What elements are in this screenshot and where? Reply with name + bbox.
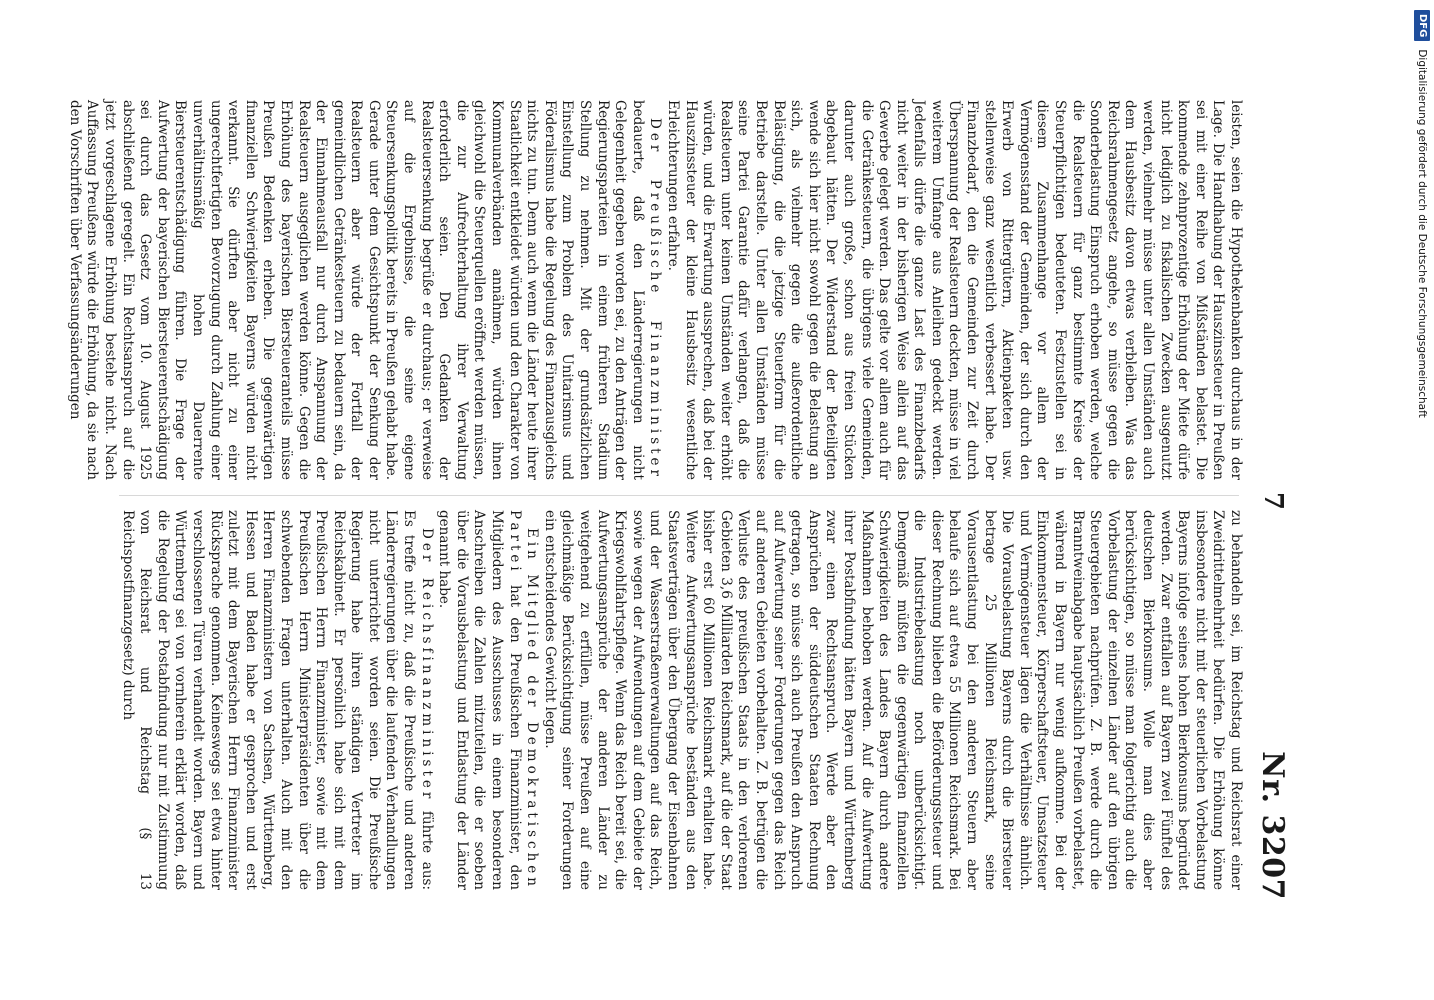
page-number: 7 [1258, 492, 1288, 511]
right-paragraph-3 [118, 510, 435, 890]
left-paragraph-1: leisten, seien die Hypothekenbanken durchaus in der Lage. Die Handhabung der Hauszinssteuer in Preußen sei mit einer Reihe von Mißständen belastet. Die kommende zehnprozentige Erhöhung der Miete dürfe nicht lediglich zu fiskalischen Zwecken ausgenutzt werden, vielmehr müsse unter allen Umständen auch dem Hausbesitz davon etwas verbleiben. Was das Reichsrahmengesetz angehe, so müsse gegen die Sonderbelastung Einspruch erhoben werden, welche die Realsteuern für ganz bestimmte Kreise der Steuerpflichtigen bedeuteten. Festzustellen sei in diesem Zusammenhange vor allem der Vermögensstand der Gemeinden, der sich durch den Erwerb von Rittergütern, Aktienpaketen usw. stellenweise ganz wesentlich verbessert habe. Der Finanzbedarf, den die Gemeinden zur Zeit durch Überspannung der Realsteuern deckten, müsse in viel weiterem Umfange aus Anleihen gedeckt werden. Jedenfalls dürfe die ganze Last des Finanzbedarfs nicht weiter in der bisherigen Weise allein auf das Gewerbe gelegt werden. Das gelte vor allem auch für die Getränkesteuern, die übrigens viele Gemeinden, darunter auch große, schon aus freien Stücken abgebaut hätten. Der Widerstand der Beteiligten wende sich hier nicht sowohl gegen die Belastung an sich, als vielmehr gegen die außerordentliche Belästigung, die die jetzige Steuerform für die Betriebe darstelle. Unter allen Umständen müsse seine Partei Garantie dafür verlangen, daß die Realsteuern unter keinen Umständen weiter erhöht würden, und die Erwartung aussprechen, daß bei der Hauszinssteuer der kleine Hausbesitz wesentliche Erleichterungen erfahre. [665, 100, 1244, 480]
column-divider [119, 495, 1239, 496]
left-paragraph-2 [65, 100, 663, 480]
page-header [1244, 100, 1294, 900]
right-paragraph-3-body: führte aus: Es treffe nicht zu, daß die Preußische und anderen Länderregierungen über die laufenden Verhandlungen nicht unterrichtet worden seien. Die Preußische Regierung habe ihren ständigen Vertreter im Reichskabinett. Er persönlich habe sich mit dem Preußischen Herrn Finanzminister, sowie mit dem Preußischen Herrn Ministerpräsidenten über die schwebenden Fragen unterhalten. Auch mit den Herren Finanzministern von Sachsen, Württemberg, Hessen und Baden habe er gesprochen und erst zuletzt mit dem Bayerischen Herrn Finanzminister Rücksprache genommen. Keineswegs sei etwa hinter verschlossenen Türen verhandelt worden. Bayern und Württemberg sei von vornherein erklärt worden, daß die Regelung der Postabfindung nur mit Zustimmung von Reichsrat und Reichstag (§ 13 Reichspostfinanzgesetz) durch [119, 510, 435, 890]
digitization-credit: Digitalisierung gefördert durch die Deutsche Forschungsgemeinschaft [1416, 49, 1428, 418]
dfg-logo: DFG [1414, 10, 1430, 41]
digitization-notice [1412, 10, 1432, 1000]
left-column [66, 100, 1244, 480]
right-paragraph-2 [435, 510, 541, 890]
document-page [66, 100, 1294, 900]
right-paragraph-1: zu behandeln sei, im Reichstag und Reichsrat einer Zweidrittelmehrheit bedürfen. Die Erhöhung könne insbesondere nicht mit der steuerlichen Vorbelastung Bayerns infolge seines hohen Bierkonsums begründet werden. Zwar entfallen auf Bayern zwei Fünftel des deutschen Bierkonsums. Wolle man dies aber berücksichtigen, so müsse man folgerichtig auch die Vorbelastung der einzelnen Länder auf den übrigen Steuergebieten nachprüfen. Z. B. werde durch die Branntweinabgabe hauptsächlich Preußen vorbelastet, während in Bayern nur wenig aufkomme. Bei der Einkommensteuer, Körperschaftsteuer, Umsatzsteuer und Vermögensteuer lägen die Verhältnisse ähnlich. Die Vorausbelastung Bayerns durch die Biersteuer betrage 25 Millionen Reichsmark, seine Vorausentlastung bei den anderen Steuern aber belaufe sich auf etwa 55 Millionen Reichsmark. Bei dieser Rechnung blieben die Beförderungssteuer und die Industriebelastung noch unberücksichtigt. Demgemäß müßten die gegenwärtigen finanziellen Schwierigkeiten des Landes Bayern durch andere Maßnahmen behoben werden. Auf die Aufwertung ihrer Postabfindung hätten Bayern und Württemberg zwar einen Rechtsanspruch. Werde aber den Ansprüchen der süddeutschen Staaten Rechnung getragen, so müsse sich auch Preußen den Anspruch auf Aufwertung seiner Forderungen gegen das Reich auf anderen Gebieten vorbehalten. Z. B. betrügen die Verluste des preußischen Staats in den verlorenen Gebieten 3,6 Milliarden Reichsmark, auf die der Staat bisher erst 60 Millionen Reichsmark erhalten habe. Weitere Aufwertungsansprüche beständen aus den Staatsverträgen über den Übergang der Eisenbahnen und der Wasserstraßenverwaltungen auf das Reich, sowie wegen der Aufwendungen auf dem Gebiete der Kriegswohlfahrtspflege. Wenn das Reich bereit sei, die Aufwertungsansprüche der anderen Länder zu weitgehend zu erfüllen, müsse Preußen auf eine gleichmäßige Berücksichtigung seiner Forderungen ein entscheidendes Gewicht legen. [541, 510, 1244, 890]
right-paragraph-2-body: hat den Preußischen Finanzminister, den Mitgliedern des Ausschusses in einem besonderen Anschreiben die Zahlen mitzuteilen, die er soeben über die Vorausbelastung und Entlastung der Länder genannt habe. [436, 510, 523, 890]
speaker-reich-finance-minister: Der Reichsfinanzminister [418, 528, 435, 803]
speaker-democratic-party-member: Ein Mitglied der Demokratischen Partei [506, 510, 541, 890]
right-column [109, 510, 1244, 890]
left-paragraph-2-body: bedauerte, daß den Länderregierungen nicht Gelegenheit gegeben worden sei, zu den Anträgen der Regierungsparteien in einem früheren Stadium Stellung zu nehmen. Mit der grundsätzlichen Einstellung zum Problem des Unitarismus und Föderalismus habe die Regelung des Finanzausgleichs nichts zu tun. Denn auch wenn die Länder heute ihrer Staatlichkeit entkleidet würden und den Charakter von Kommunalverbänden annähmen, würden ihnen gleichwohl die Steuerquellen eröffnet werden müssen, die zur Aufrechterhaltung ihrer Verwaltung erforderlich seien. Den Gedanken der Realsteuersenkung begrüße er durchaus; er verweise auf die Ergebnisse, die seine eigene Steuersenkungspolitik bereits in Preußen gehabt habe. Gerade unter dem Gesichtspunkt der Senkung der Realsteuern aber würde der Fortfall der gemeindlichen Getränkesteuern zu bedauern sein, da der Einnahmeausfall nur durch Anspannung der Realsteuern ausgeglichen werden könne. Gegen die Erhöhung des bayerischen Biersteueranteils müsse Preußen Bedenken erheben. Die gegenwärtigen finanziellen Schwierigkeiten Bayerns würden nicht verkannt. Sie dürften aber nicht zu einer ungerechtfertigten Bevorzugung durch Zahlung einer unverhältnismäßig hohen Dauerrente Biersteuerentschädigung führen. Die Frage der Aufwertung der bayerischen Biersteuerentschädigung sei durch das Gesetz vom 10. August 1925 abschließend geregelt. Ein Rechtsanspruch auf die jetzt vorgeschlagene Erhöhung bestehe nicht. Nach Auffassung Preußens würde die Erhöhung, da sie nach den Vorschriften über Verfassungsänderungen [66, 100, 646, 480]
issue-number: Nr. 3207 [1255, 751, 1290, 900]
speaker-prussian-finance-minister: Der Preußische Finanzminister [647, 118, 664, 480]
